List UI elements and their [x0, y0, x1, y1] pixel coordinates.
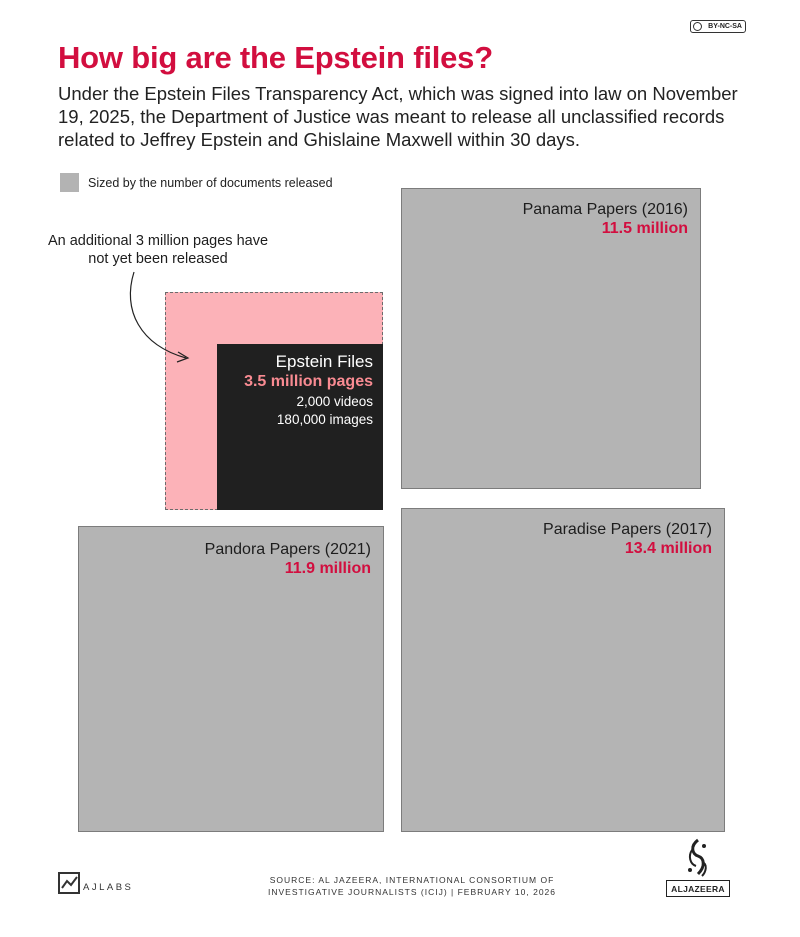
- ajlabs-icon: [58, 872, 80, 894]
- aljazeera-logo-icon: [666, 836, 730, 880]
- annotation-text: An additional 3 million pages have not yet been released: [47, 233, 269, 267]
- panama-papers-value: 11.5 million: [601, 220, 688, 237]
- page-title: How big are the Epstein files?: [58, 40, 493, 75]
- license-label: BY-NC-SA: [708, 23, 742, 30]
- legend-label: Sized by the number of documents released: [88, 175, 333, 190]
- pandora-papers-value: 11.9 million: [284, 560, 371, 577]
- source-note: SOURCE: AL JAZEERA, INTERNATIONAL CONSORTIUM OF INVESTIGATIVE JOURNALISTS (ICIJ) | FEBRUARY 10, 2026: [267, 875, 557, 897]
- epstein-files-label: Epstein Files: [275, 352, 373, 371]
- epstein-files-videos: 2,000 videos: [296, 394, 373, 409]
- paradise-papers-value: 13.4 million: [624, 540, 712, 557]
- page-subtitle: Under the Epstein Files Transparency Act, which was signed into law on November 19, 2025, the Department of Justice was meant to release all unclassified records related to Jeffrey Epstein and Ghislaine Maxwell within 30 days.: [58, 83, 738, 150]
- epstein-files-images: 180,000 images: [276, 412, 373, 427]
- ajlabs-label: AJLABS: [83, 881, 134, 893]
- aljazeera-wordmark: ALJAZEERA: [666, 880, 730, 897]
- panama-papers-label: Panama Papers (2016): [522, 201, 688, 218]
- paradise-papers-label: Paradise Papers (2017): [543, 521, 712, 538]
- epstein-files-value: 3.5 million pages: [244, 373, 373, 390]
- pandora-papers-label: Pandora Papers (2021): [204, 541, 371, 558]
- ajlabs-logo: [58, 872, 133, 894]
